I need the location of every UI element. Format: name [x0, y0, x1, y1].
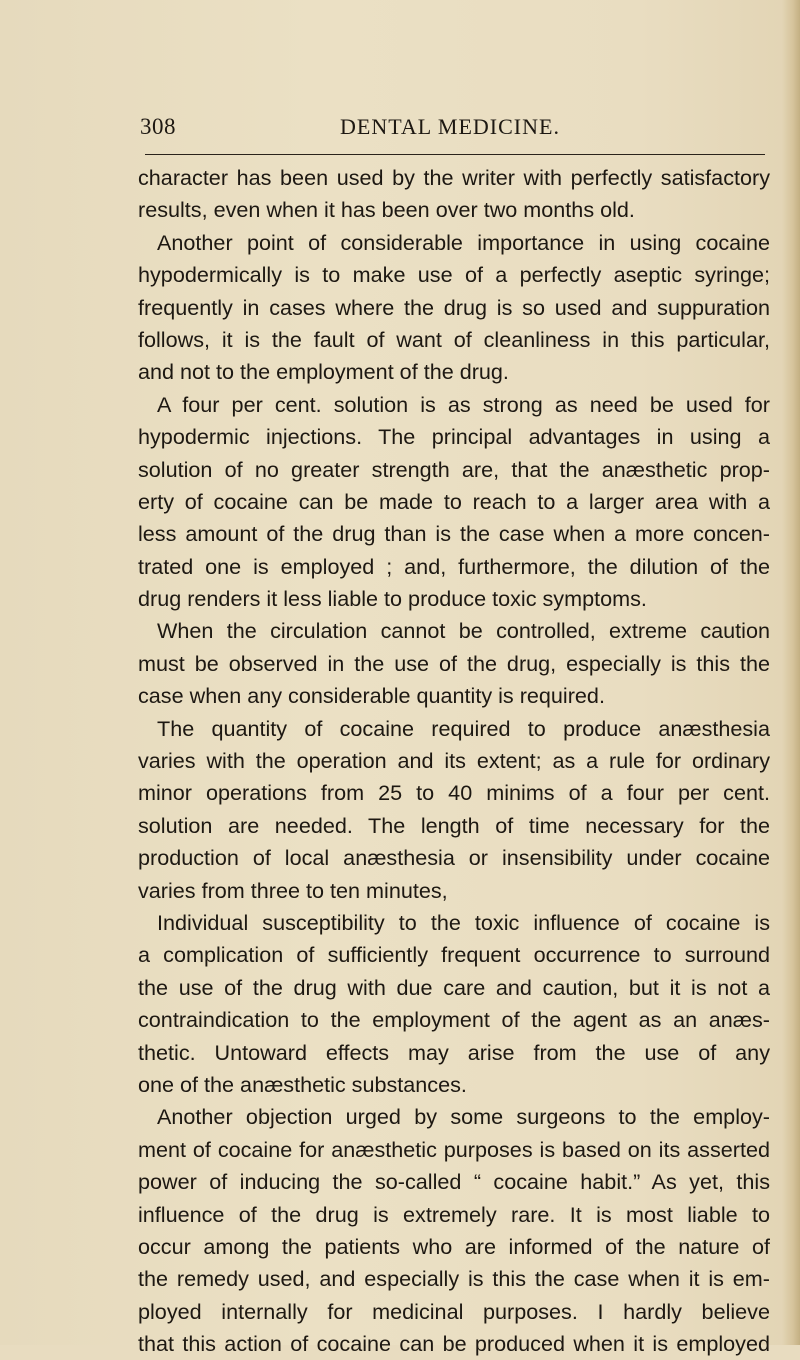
- text-line: case when any considerable quantity is required.: [138, 683, 605, 709]
- text-line: Individual susceptibility to the toxic influence of cocaine is: [157, 909, 770, 935]
- text-line: varies with the operation and its extent; as a rule for ordinary: [138, 748, 770, 774]
- text-line: solution of no greater strength are, that the anæsthetic prop-: [138, 456, 770, 482]
- text-line: Another point of considerable importance in using cocaine: [157, 229, 770, 255]
- text-line: solution are needed. The length of time necessary for the: [138, 812, 770, 838]
- text-line: When the circulation cannot be controlled, extreme caution: [157, 618, 770, 644]
- page-header: [140, 108, 760, 144]
- text-line: a complication of sufficiently frequent occurrence to surround: [138, 942, 770, 968]
- text-line: ployed internally for medicinal purposes. I hardly believe: [138, 1298, 770, 1324]
- text-line: power of inducing the so-called “ cocaine habit.” As yet, this: [138, 1169, 770, 1195]
- text-line: hypodermic injections. The principal advantages in using a: [138, 424, 770, 450]
- text-line: ment of cocaine for anæsthetic purposes is based on its asserted: [138, 1136, 770, 1162]
- text-line: the remedy used, and especially is this the case when it is em-: [138, 1266, 770, 1292]
- header-rule: [145, 154, 765, 155]
- text-line: drug renders it less liable to produce toxic symptoms.: [138, 586, 647, 612]
- running-head: DENTAL MEDICINE.: [340, 114, 560, 139]
- text-line: one of the anæsthetic substances.: [138, 1071, 467, 1097]
- text-line: minor operations from 25 to 40 minims of a four per cent.: [138, 780, 770, 806]
- text-line: occur among the patients who are informed of the nature of: [138, 1233, 770, 1259]
- text-line: production of local anæsthesia or insensibility under cocaine: [138, 845, 770, 871]
- text-line: and not to the employment of the drug.: [138, 359, 509, 385]
- text-line: varies from three to ten minutes,: [138, 877, 448, 903]
- text-line: results, even when it has been over two months old.: [138, 197, 635, 223]
- text-line: less amount of the drug than is the case when a more concen-: [138, 521, 770, 547]
- text-line: thetic. Untoward effects may arise from the use of any: [138, 1039, 770, 1065]
- text-line: contraindication to the employment of the agent as an anæs-: [138, 1007, 770, 1033]
- text-line: must be observed in the use of the drug, especially is this the: [138, 650, 770, 676]
- text-line: The quantity of cocaine required to produce anæsthesia: [157, 715, 770, 741]
- text-line: influence of the drug is extremely rare. It is most liable to: [138, 1201, 770, 1227]
- text-line: A four per cent. solution is as strong as need be used for: [157, 391, 770, 417]
- page-edge-shadow: [782, 0, 800, 1345]
- text-line: character has been used by the writer with perfectly satisfactory: [138, 165, 770, 190]
- text-line: erty of cocaine can be made to reach to a larger area with a: [138, 488, 770, 514]
- page-number: 308: [140, 114, 176, 139]
- text-line: that this action of cocaine can be produced when it is employed: [138, 1331, 770, 1357]
- text-line: the use of the drug with due care and caution, but it is not a: [138, 974, 770, 1000]
- text-line: Another objection urged by some surgeons to the employ-: [157, 1104, 770, 1130]
- text-line: trated one is employed ; and, furthermore, the dilution of the: [138, 553, 770, 579]
- text-line: frequently in cases where the drug is so used and suppuration: [138, 294, 770, 320]
- text-line: hypodermically is to make use of a perfectly aseptic syringe;: [138, 262, 770, 288]
- body-text: [138, 162, 770, 1360]
- text-line: follows, it is the fault of want of cleanliness in this particular,: [138, 326, 770, 352]
